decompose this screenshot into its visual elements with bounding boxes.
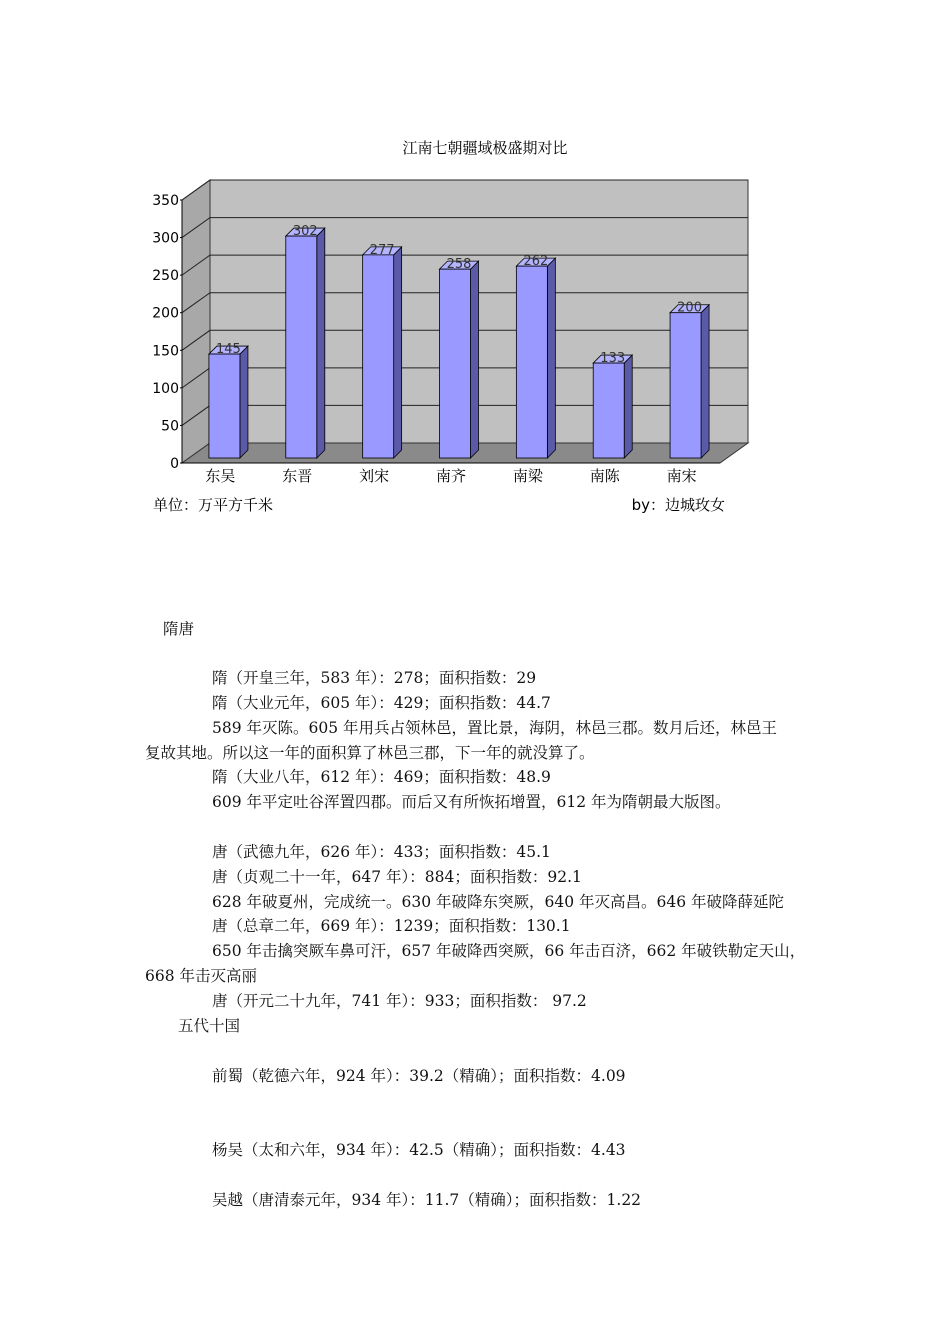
x-category-label: 南陈 bbox=[589, 467, 620, 485]
bar bbox=[209, 354, 240, 458]
bar-side bbox=[394, 247, 402, 458]
text-line: 628 年破夏州，完成统一。630 年破降东突厥，640 年灭高昌。646 年破降薛延陀 bbox=[212, 893, 785, 911]
text-line: 复故其地。所以这一年的面积算了林邑三郡，下一年的就没算了。 bbox=[145, 744, 595, 762]
bar bbox=[363, 255, 394, 458]
text-line: 609 年平定吐谷浑置四郡。而后又有所恢拓增置，612 年为隋朝最大版图。 bbox=[212, 793, 731, 811]
bar-side bbox=[240, 346, 248, 458]
bar-value-label: 277 bbox=[369, 242, 395, 258]
text-line: 前蜀（乾德六年，924 年）：39.2（精确）；面积指数：4.09 bbox=[212, 1067, 626, 1085]
section-heading-wudai: 五代十国 bbox=[178, 1017, 241, 1035]
bar-value-label: 302 bbox=[292, 224, 318, 240]
bar-side bbox=[701, 305, 709, 458]
bar bbox=[516, 266, 547, 458]
chart-side-wall bbox=[182, 180, 210, 463]
x-category-label: 东晋 bbox=[282, 467, 313, 485]
y-tick-label: 250 bbox=[152, 268, 179, 285]
chart-title: 江南七朝疆域极盛期对比 bbox=[402, 139, 568, 157]
x-category-label: 南齐 bbox=[435, 467, 467, 485]
text-line: 唐（开元二十九年，741 年）：933；面积指数： 97.2 bbox=[212, 992, 587, 1010]
text-line: 杨吴（太和六年，934 年）：42.5（精确）；面积指数：4.43 bbox=[212, 1141, 626, 1159]
x-category-label: 南梁 bbox=[512, 467, 543, 485]
unit-note: 单位：万平方千米 bbox=[153, 496, 274, 514]
bar-side bbox=[624, 355, 632, 458]
y-tick-label: 150 bbox=[152, 343, 179, 360]
bar bbox=[670, 313, 701, 458]
y-tick-label: 200 bbox=[152, 305, 179, 322]
bar-chart bbox=[145, 130, 765, 525]
credit-note: by：边城玫女 bbox=[631, 496, 725, 514]
bar bbox=[593, 363, 624, 458]
x-category-label: 刘宋 bbox=[359, 467, 390, 485]
text-line: 唐（总章二年，669 年）：1239；面积指数：130.1 bbox=[212, 917, 571, 935]
text-line: 589 年灭陈。605 年用兵占领林邑，置比景，海阴，林邑三郡。数月后还，林邑王 bbox=[212, 719, 778, 737]
text-line: 唐（贞观二十一年，647 年）：884；面积指数：92.1 bbox=[212, 868, 582, 886]
y-tick-label: 50 bbox=[161, 418, 179, 435]
text-line: 隋（开皇三年，583 年）：278；面积指数：29 bbox=[212, 669, 537, 687]
y-tick-label: 0 bbox=[170, 456, 179, 472]
x-category-label: 南宋 bbox=[666, 467, 697, 485]
text-line: 668 年击灭高丽 bbox=[145, 967, 258, 985]
text-line: 唐（武德九年，626 年）：433；面积指数：45.1 bbox=[212, 843, 551, 861]
section-heading-suitang: 隋唐 bbox=[163, 620, 195, 638]
text-line: 吴越（唐清泰元年，934 年）：11.7（精确）；面积指数：1.22 bbox=[212, 1191, 642, 1209]
bar-value-label: 145 bbox=[216, 342, 241, 358]
y-tick-label: 100 bbox=[152, 380, 179, 397]
bar-side bbox=[471, 261, 479, 458]
bar-value-label: 262 bbox=[523, 254, 549, 270]
text-line: 隋（大业元年，605 年）：429；面积指数：44.7 bbox=[212, 694, 551, 712]
bar-value-label: 258 bbox=[446, 257, 472, 273]
x-category-label: 东吴 bbox=[205, 467, 236, 485]
bar-value-label: 200 bbox=[677, 300, 702, 316]
bar bbox=[286, 236, 317, 458]
bar-side bbox=[547, 258, 555, 458]
y-tick-label: 350 bbox=[152, 193, 179, 209]
text-line: 隋（大业八年，612 年）：469；面积指数：48.9 bbox=[212, 768, 551, 786]
bar bbox=[440, 269, 471, 458]
chart-svg bbox=[145, 130, 765, 525]
bar-value-label: 133 bbox=[600, 351, 626, 367]
text-line: 650 年击擒突厥车鼻可汗，657 年破降西突厥，66 年击百济，662 年破铁勒定天山， bbox=[212, 942, 806, 960]
y-tick-label: 300 bbox=[152, 230, 179, 247]
bar-side bbox=[317, 228, 325, 458]
